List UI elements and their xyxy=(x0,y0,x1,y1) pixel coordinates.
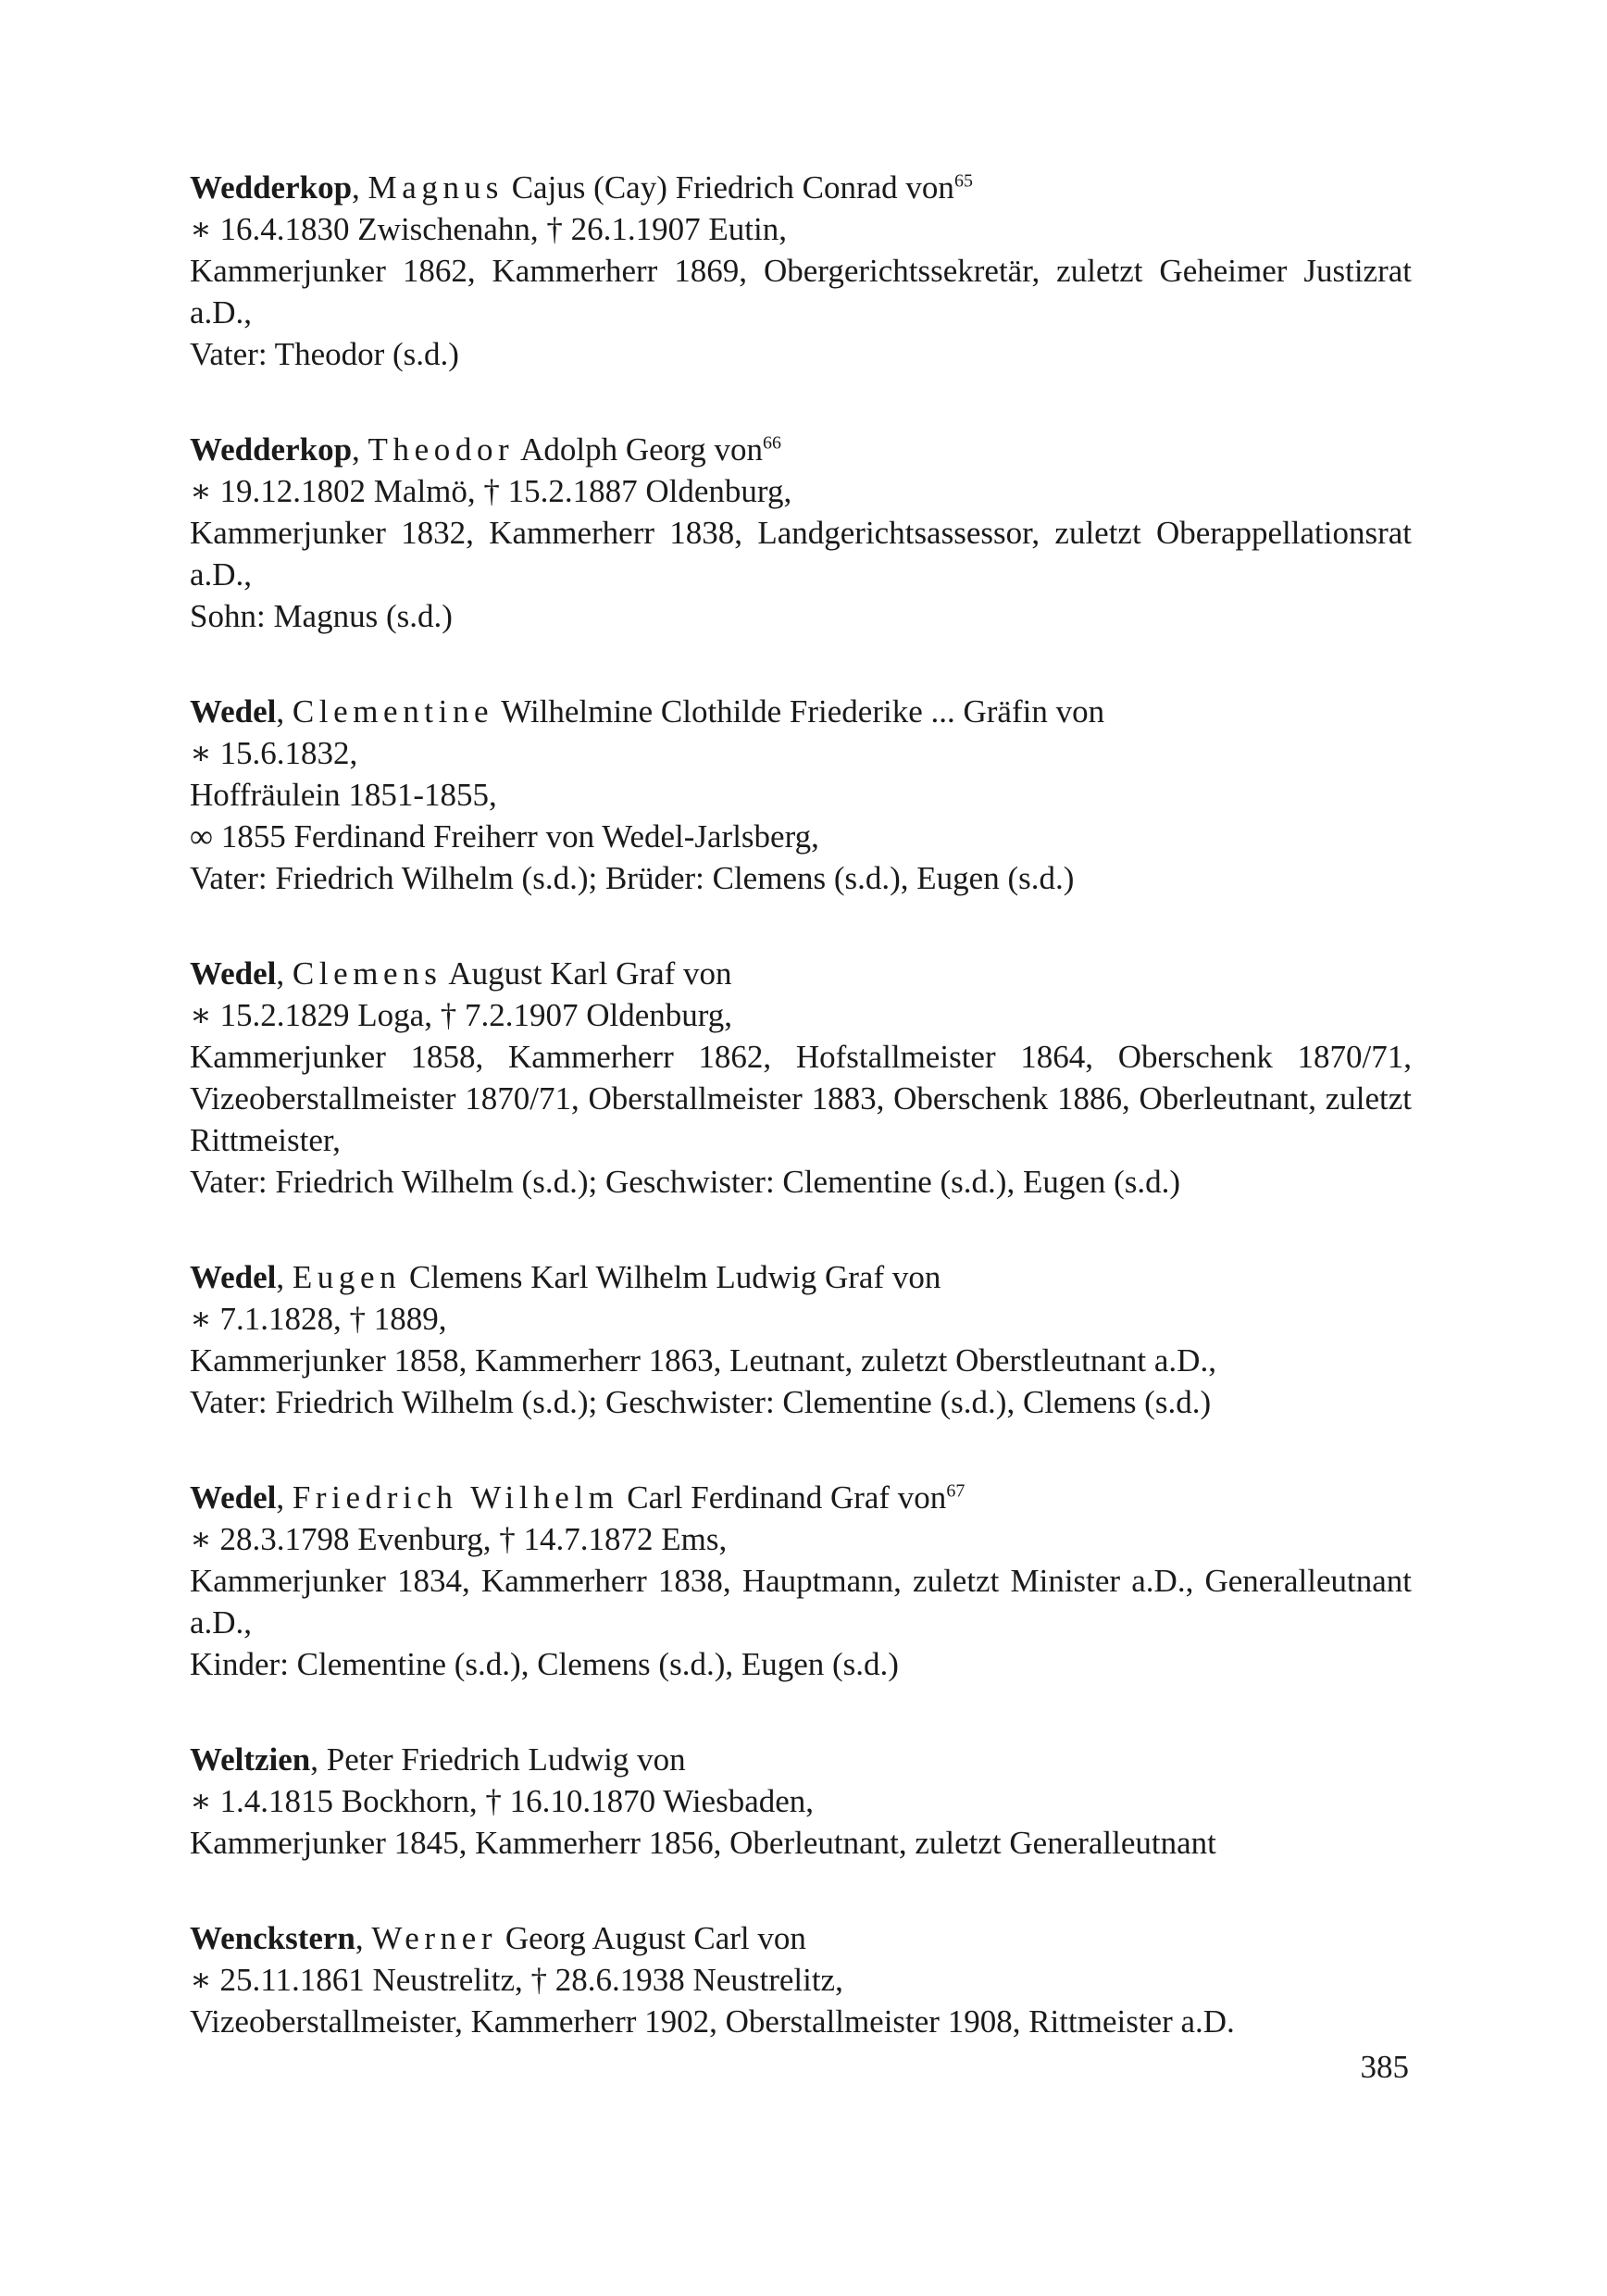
entry-dates: ∗ 15.2.1829 Loga, † 7.2.1907 Oldenburg, xyxy=(190,997,733,1033)
entry-name-rest: Clemens Karl Wilhelm Ludwig Graf von xyxy=(401,1259,941,1295)
entry-wenckstern-werner xyxy=(190,1917,1412,2042)
entry-relations: Vater: Friedrich Wilhelm (s.d.); Brüder: Clemens (s.d.), Eugen (s.d.) xyxy=(190,860,1075,896)
footnote-marker: 67 xyxy=(946,1480,965,1502)
entry-given-name: Clementine xyxy=(292,693,494,730)
entry-heading xyxy=(190,1477,1412,1518)
entry-heading xyxy=(190,691,1412,732)
entry-name-rest: Adolph Georg von xyxy=(514,431,763,468)
entry-name-rest: Georg August Carl von xyxy=(497,1920,806,1956)
entry-wedel-friedrich-wilhelm xyxy=(190,1477,1412,1685)
entry-surname: Wedel xyxy=(190,1479,277,1516)
entry-surname: Weltzien xyxy=(190,1741,311,1778)
entry-name-rest: August Karl Graf von xyxy=(442,955,732,992)
entry-dates: ∗ 16.4.1830 Zwischenahn, † 26.1.1907 Eutin, xyxy=(190,211,787,247)
entry-relations: Vater: Theodor (s.d.) xyxy=(190,336,459,372)
entry-name-rest: Cajus (Cay) Friedrich Conrad von xyxy=(503,169,954,206)
entry-wedderkop-theodor xyxy=(190,429,1412,637)
entry-heading xyxy=(190,1256,1412,1298)
entry-career: Kammerjunker 1858, Kammerherr 1862, Hofstallmeister 1864, Oberschenk 1870/71, Vizeoberstallmeister 1870/71, Oberstallmeister 1883, Oberschenk 1886, Oberleutnant, zuletzt Rittmeister, xyxy=(190,1039,1412,1158)
page-number: 385 xyxy=(1360,2049,1409,2085)
entry-separator: , xyxy=(355,1920,372,1956)
entry-career: Hoffräulein 1851-1855, xyxy=(190,777,497,813)
entry-given-name: Clemens xyxy=(292,955,442,992)
entry-career: Kammerjunker 1834, Kammerherr 1838, Hauptmann, zuletzt Minister a.D., Generalleutnant a.D., xyxy=(190,1563,1412,1641)
footnote-marker: 65 xyxy=(953,170,973,192)
entry-dates: ∗ 15.6.1832, xyxy=(190,735,358,771)
entry-career: Kammerjunker 1858, Kammerherr 1863, Leutnant, zuletzt Oberstleutnant a.D., xyxy=(190,1342,1216,1379)
entry-dates: ∗ 19.12.1802 Malmö, † 15.2.1887 Oldenburg, xyxy=(190,473,792,509)
entry-heading xyxy=(190,167,1412,208)
entry-career: Kammerjunker 1832, Kammerherr 1838, Landgerichtsassessor, zuletzt Oberappellationsrat a.D., xyxy=(190,515,1412,593)
entry-marriage: ∞ 1855 Ferdinand Freiherr von Wedel-Jarlsberg, xyxy=(190,818,819,855)
entry-heading xyxy=(190,1917,1412,1959)
entry-given-name: Magnus xyxy=(367,169,504,206)
entry-relations: Kinder: Clementine (s.d.), Clemens (s.d.), Eugen (s.d.) xyxy=(190,1646,899,1682)
entry-name-rest: Wilhelmine Clothilde Friederike ... Gräfin von xyxy=(493,693,1105,730)
entry-career: Kammerjunker 1845, Kammerherr 1856, Oberleutnant, zuletzt Generalleutnant xyxy=(190,1825,1216,1861)
entry-heading xyxy=(190,953,1412,994)
entry-separator: , xyxy=(352,169,368,206)
entry-separator: , xyxy=(310,1741,327,1778)
entry-wedderkop-magnus xyxy=(190,167,1412,375)
entry-heading xyxy=(190,429,1412,470)
entry-separator: , xyxy=(276,955,293,992)
entry-dates: ∗ 1.4.1815 Bockhorn, † 16.10.1870 Wiesbaden, xyxy=(190,1783,815,1819)
entry-wedel-eugen xyxy=(190,1256,1412,1423)
entry-separator: , xyxy=(276,1479,293,1516)
entry-dates: ∗ 25.11.1861 Neustrelitz, † 28.6.1938 Neustrelitz, xyxy=(190,1962,843,1998)
page-content xyxy=(190,167,1412,2096)
entry-given-name: Friedrich Wilhelm xyxy=(292,1479,619,1516)
entry-surname: Wedderkop xyxy=(190,169,353,206)
entry-career: Vizeoberstallmeister, Kammerherr 1902, Oberstallmeister 1908, Rittmeister a.D. xyxy=(190,2003,1235,2040)
entry-wedel-clemens xyxy=(190,953,1412,1203)
entry-surname: Wedel xyxy=(190,1259,277,1295)
entry-surname: Wenckstern xyxy=(190,1920,355,1956)
entry-wedel-clementine xyxy=(190,691,1412,899)
entry-given-name: Theodor xyxy=(367,431,515,468)
entry-separator: , xyxy=(276,693,293,730)
entry-surname: Wedderkop xyxy=(190,431,353,468)
entry-relations: Vater: Friedrich Wilhelm (s.d.); Geschwister: Clementine (s.d.), Eugen (s.d.) xyxy=(190,1164,1181,1200)
entry-heading xyxy=(190,1739,1412,1780)
entry-surname: Wedel xyxy=(190,693,277,730)
entry-relations: Vater: Friedrich Wilhelm (s.d.); Geschwister: Clementine (s.d.), Clemens (s.d.) xyxy=(190,1384,1212,1420)
entry-career: Kammerjunker 1862, Kammerherr 1869, Obergerichtssekretär, zuletzt Geheimer Justizrat a.D., xyxy=(190,253,1412,331)
entry-given-name: Eugen xyxy=(292,1259,402,1295)
entry-given-name: Werner xyxy=(371,1920,498,1956)
entry-relations: Sohn: Magnus (s.d.) xyxy=(190,598,453,634)
entry-separator: , xyxy=(352,431,368,468)
entry-surname: Wedel xyxy=(190,955,277,992)
entry-separator: , xyxy=(276,1259,293,1295)
entry-name-rest: Peter Friedrich Ludwig von xyxy=(326,1741,686,1778)
entry-name-rest: Carl Ferdinand Graf von xyxy=(618,1479,947,1516)
entry-dates: ∗ 28.3.1798 Evenburg, † 14.7.1872 Ems, xyxy=(190,1521,728,1557)
entry-weltzien-peter xyxy=(190,1739,1412,1864)
footnote-marker: 66 xyxy=(762,432,781,454)
entry-dates: ∗ 7.1.1828, † 1889, xyxy=(190,1301,447,1337)
